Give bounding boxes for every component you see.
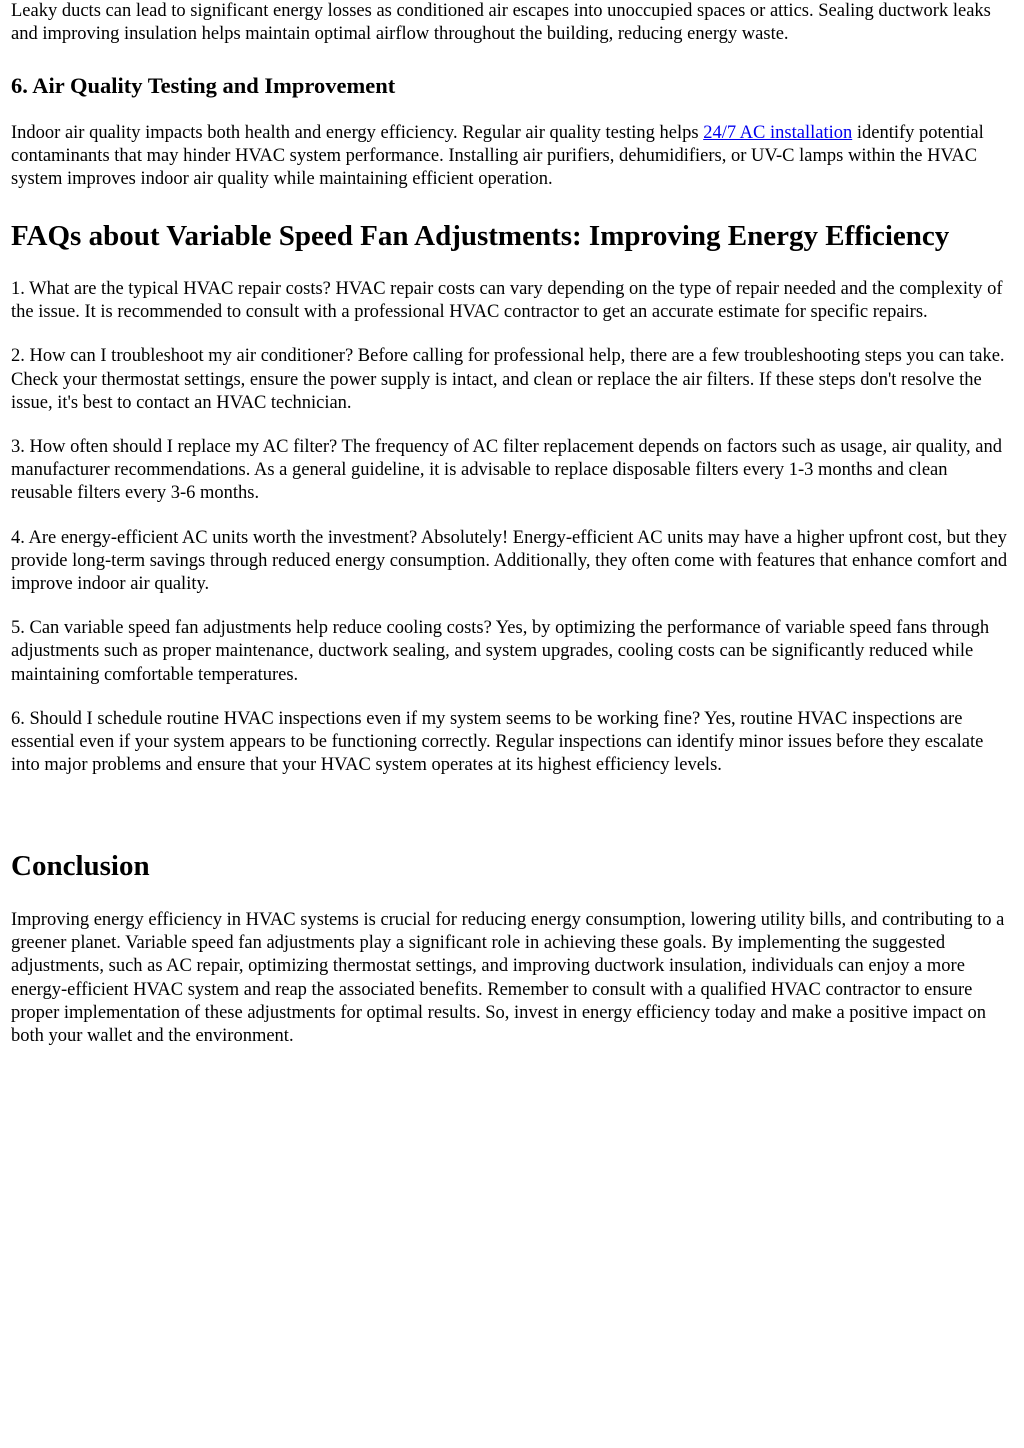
section-6-text-before-link: Indoor air quality impacts both health and energy efficiency. Regular air quality testing helps: [11, 123, 704, 143]
conclusion-paragraph: Improving energy efficiency in HVAC systems is crucial for reducing energy consumption, lowering utility bills, and contributing to a greener planet. Variable speed fan adjustments play a significant role in achieving these goals. By implementing the suggested adjustments, such as AC repair, optimizing thermostat settings, and improving ductwork insulation, individuals can enjoy a more energy-efficient HVAC system and reap the associated benefits. Remember to consult with a qualified HVAC contractor to ensure proper implementation of these adjustments for optimal results. So, invest in energy efficiency today and make a positive impact on both your wallet and the environment.: [11, 910, 1005, 1047]
faq-item: 2. How can I troubleshoot my air conditioner? Before calling for professional help, there are a few troubleshooting steps you can take. Check your thermostat settings, ensure the power supply is intact, and clean or replace the air filters. If these steps don't resolve the issue, it's best to contact an HVAC technician.: [11, 346, 1005, 413]
conclusion-heading: Conclusion: [11, 850, 150, 882]
faq-heading: FAQs about Variable Speed Fan Adjustments: Improving Energy Efficiency: [11, 220, 950, 252]
section-6-text-after-link: identify potential contaminants that may hinder HVAC system performance. Installing air purifiers, dehumidifiers, or UV-C lamps within the HVAC system improves indoor air quality while maintaining efficient operation.: [11, 123, 984, 190]
faq-item: 6. Should I schedule routine HVAC inspections even if my system seems to be working fine? Yes, routine HVAC inspections are essential even if your system appears to be functioning correctly. Regular inspections can identify minor issues before they escalate into major problems and ensure that your HVAC system operates at its highest efficiency levels.: [11, 708, 984, 776]
faq-item: 1. What are the typical HVAC repair costs? HVAC repair costs can vary depending on the type of repair needed and the complexity of the issue. It is recommended to consult with a professional HVAC contractor to get an accurate estimate for specific repairs.: [11, 279, 1003, 323]
intro-paragraph: Leaky ducts can lead to significant energy losses as conditioned air escapes into unoccupied spaces or attics. Sealing ductwork leaks and improving insulation helps maintain optimal airflow throughout the building, reducing energy waste.: [11, 1, 991, 45]
faq-item: 3. How often should I replace my AC filter? The frequency of AC filter replacement depends on factors such as usage, air quality, and manufacturer recommendations. As a general guideline, it is advisable to replace disposable filters every 1-3 months and clean reusable filters every 3-6 months.: [11, 437, 1002, 504]
faq-item: 5. Can variable speed fan adjustments help reduce cooling costs? Yes, by optimizing the performance of variable speed fans through adjustments such as proper maintenance, ductwork sealing, and system upgrades, cooling costs can be significantly reduced while maintaining comfortable temperatures.: [11, 618, 990, 685]
section-6-paragraph: [11, 122, 1012, 192]
ac-installation-link[interactable]: 24/7 AC installation: [703, 123, 853, 143]
faq-list: [11, 278, 1012, 798]
faq-item: 4. Are energy-efficient AC units worth the investment? Absolutely! Energy-efficient AC units may have a higher upfront cost, but they provide long-term savings through reduced energy consumption. Additionally, they often come with features that enhance comfort and improve indoor air quality.: [11, 527, 1008, 595]
section-6-heading: 6. Air Quality Testing and Improvement: [11, 73, 396, 98]
